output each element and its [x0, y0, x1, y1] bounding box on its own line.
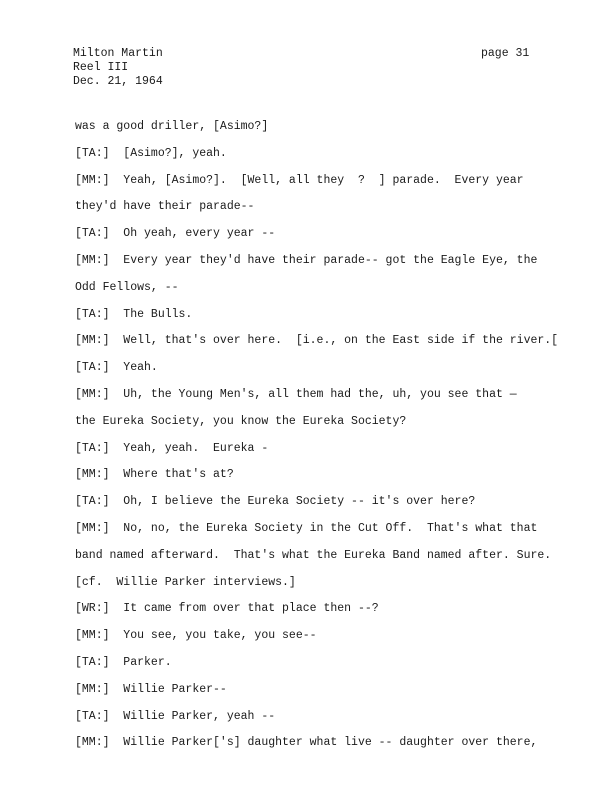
transcript-line: [TA:] Oh yeah, every year -- — [75, 227, 276, 241]
transcript-line: [MM:] Uh, the Young Men's, all them had the, uh, you see that — — [75, 387, 517, 401]
transcript-line: band named afterward. That's what the Eureka Band named after. Sure. — [75, 548, 552, 562]
transcript-line: [TA:] The Bulls. — [75, 307, 193, 321]
transcript-line: [MM:] You see, you take, you see-- — [75, 629, 317, 643]
transcript-line: [MM:] Every year they'd have their parade-- got the Eagle Eye, the — [75, 253, 538, 267]
transcript-line: [MM:] Well, that's over here. [i.e., on the East side if the river.[ — [75, 334, 559, 348]
interview-date: Dec. 21, 1964 — [73, 75, 163, 88]
transcript-line: [TA:] Willie Parker, yeah -- — [75, 709, 276, 723]
transcript-line: the Eureka Society, you know the Eureka Society? — [75, 414, 407, 428]
transcript-line: [MM:] Where that's at? — [75, 468, 234, 482]
page-number: page 31 — [481, 47, 530, 60]
transcript-line: [cf. Willie Parker interviews.] — [75, 575, 296, 589]
transcript-header — [73, 47, 163, 89]
transcript-line: was a good driller, [Asimo?] — [75, 120, 269, 133]
reel-label: Reel III — [73, 61, 129, 74]
transcript-body — [75, 120, 575, 763]
transcript-line: [MM:] Willie Parker['s] daughter what live -- daughter over there, — [75, 736, 538, 750]
transcript-line: [WR:] It came from over that place then --? — [75, 602, 379, 616]
transcript-line: [TA:] [Asimo?], yeah. — [75, 146, 227, 160]
transcript-line: they'd have their parade-- — [75, 200, 255, 214]
interviewee-name: Milton Martin — [73, 47, 163, 60]
transcript-line: [TA:] Yeah. — [75, 361, 158, 375]
transcript-line: [TA:] Oh, I believe the Eureka Society -- it's over here? — [75, 495, 476, 509]
transcript-line: [MM:] No, no, the Eureka Society in the Cut Off. That's what that — [75, 521, 538, 535]
transcript-line: [TA:] Parker. — [75, 655, 172, 669]
transcript-line: [TA:] Yeah, yeah. Eureka - — [75, 441, 269, 455]
transcript-line: [MM:] Yeah, [Asimo?]. [Well, all they ? ] parade. Every year — [75, 173, 524, 187]
transcript-line: [MM:] Willie Parker-- — [75, 682, 227, 696]
transcript-line: Odd Fellows, -- — [75, 280, 179, 294]
